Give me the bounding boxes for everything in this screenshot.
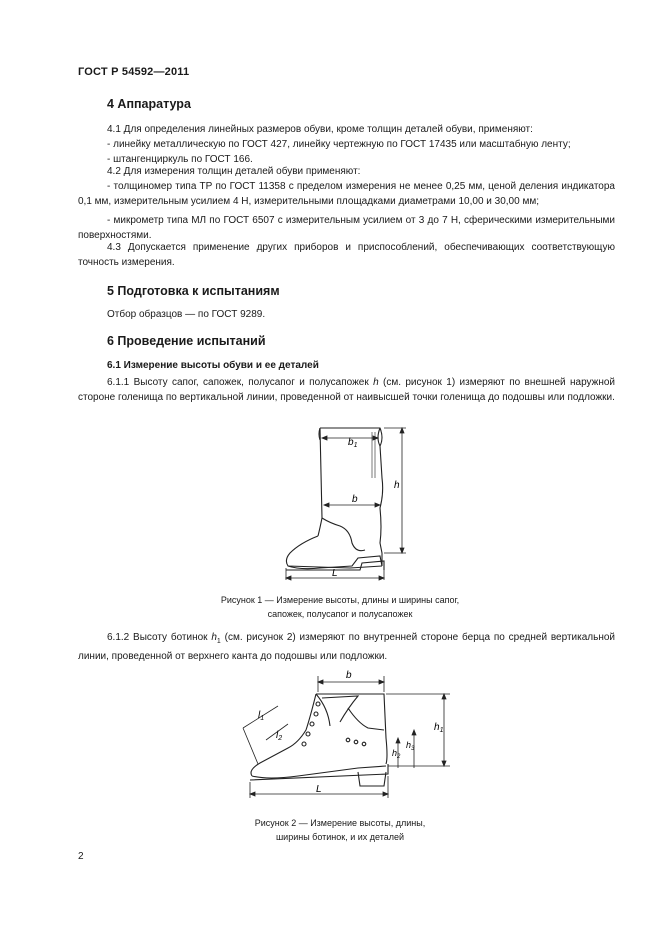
figure-2-caption: Рисунок 2 — Измерение высоты, длины, ширины ботинок, и их деталей bbox=[254, 818, 426, 842]
section-5-title: 5 Подготовка к испытаниям bbox=[107, 284, 280, 298]
subsection-6-1-title: 6.1 Измерение высоты обуви и ее деталей bbox=[107, 360, 319, 371]
figure-2-label-L: L bbox=[316, 784, 322, 795]
figure-2-label-l2: $l_2$ bbox=[276, 730, 283, 742]
paragraph-6-1-2: 6.1.2 Высоту ботинок $h_1$ (см. рисунок 2) измеряют по внутренней стороне берца по средней вертикальной линии, проведенной от верхнего канта до подошвы или подложки. bbox=[78, 632, 615, 662]
paragraph-4-1-item-b: - штангенциркуль по ГОСТ 166. bbox=[107, 154, 253, 165]
page-number: 2 bbox=[78, 851, 84, 862]
figure-1-boot-drawing bbox=[280, 418, 420, 594]
section-4-title: 4 Аппаратура bbox=[107, 97, 191, 111]
figure-2-label-b: b bbox=[346, 670, 352, 681]
figure-2-label-h1: $h_1$ bbox=[434, 722, 444, 734]
paragraph-4-2-item-b: - микрометр типа МЛ по ГОСТ 6507 с измерительным усилием от 3 до 7 Н, сферическими измерительными поверхностями. bbox=[78, 215, 615, 241]
section-6-title: 6 Проведение испытаний bbox=[107, 334, 266, 348]
figure-1-label-h: h bbox=[394, 480, 400, 491]
paragraph-4-2-item-a: - толщиномер типа ТР по ГОСТ 11358 с пределом измерения не менее 0,25 мм, ценой деления индикатора 0,1 мм, измерительным усилием 4 Н, измерительными площадками диаметрами 10,00 и 30,00 мм; bbox=[78, 181, 615, 207]
document-header: ГОСТ Р 54592—2011 bbox=[78, 66, 190, 78]
figure-2-label-l1: $l_1$ bbox=[258, 710, 265, 722]
figure-1-label-L: L bbox=[332, 568, 338, 579]
figure-1-label-b1: $b_1$ bbox=[348, 437, 358, 449]
figure-2-label-h2: $h_2$ bbox=[392, 748, 401, 760]
figure-1-caption: Рисунок 1 — Измерение высоты, длины и ширины сапог, сапожек, полусапог и полусапожек bbox=[220, 595, 460, 619]
paragraph-4-1: 4.1 Для определения линейных размеров обуви, кроме толщин деталей обуви, применяют: bbox=[107, 124, 533, 135]
figure-1-label-b: b bbox=[352, 494, 358, 505]
section-5-text: Отбор образцов — по ГОСТ 9289. bbox=[107, 309, 266, 320]
figure-2-shoe-drawing bbox=[238, 668, 458, 808]
figure-2-label-h3: $h_3$ bbox=[406, 740, 415, 752]
paragraph-6-1-1: 6.1.1 Высоту сапог, сапожек, полусапог и полусапожек h (см. рисунок 1) измеряют по внешней наружной стороне голенища по вертикальной линии, проведенной от наивысшей точки голенища до подошвы или подложки. bbox=[78, 377, 615, 403]
paragraph-4-1-item-a: - линейку металлическую по ГОСТ 427, линейку чертежную по ГОСТ 17435 или масштабную ленту; bbox=[107, 139, 571, 150]
paragraph-4-3: 4.3 Допускается применение других приборов и приспособлений, обеспечивающих соответствующую точность измерения. bbox=[78, 242, 615, 268]
paragraph-4-2: 4.2 Для измерения толщин деталей обуви применяют: bbox=[107, 166, 361, 177]
